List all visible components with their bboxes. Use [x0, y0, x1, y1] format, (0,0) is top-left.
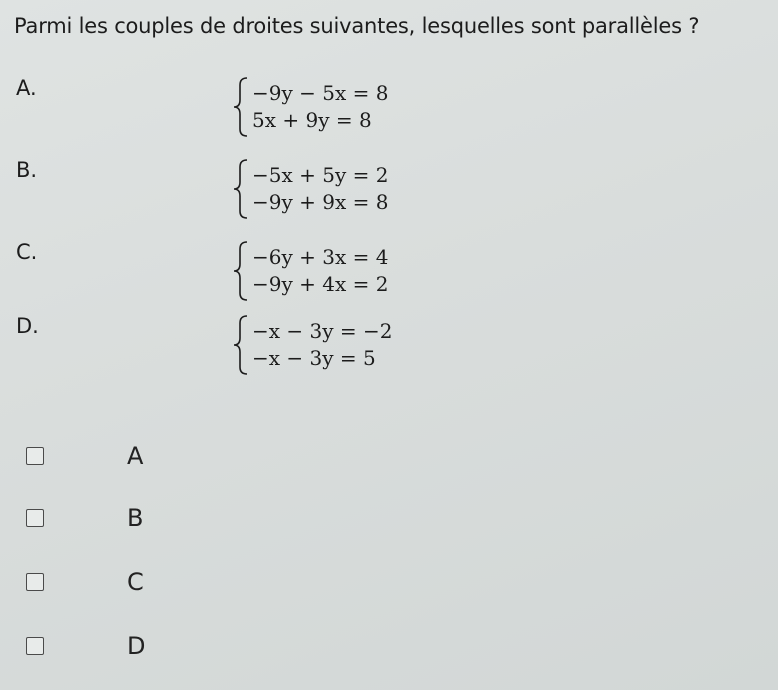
equation-a-1: −9y − 5x = 8: [252, 81, 389, 105]
checkbox-d[interactable]: [26, 637, 44, 655]
equation-b-1: −5x + 5y = 2: [252, 163, 389, 187]
checkbox-b[interactable]: [26, 509, 44, 527]
option-letter-d: D.: [16, 314, 39, 338]
equation-system-a: [232, 76, 472, 138]
brace-icon: [232, 240, 250, 302]
brace-icon: [232, 158, 250, 220]
equation-d-1: −x − 3y = −2: [252, 319, 393, 343]
option-letter-a: A.: [16, 76, 37, 100]
choice-d[interactable]: [26, 632, 266, 662]
equation-system-c: [232, 240, 472, 302]
checkbox-c[interactable]: [26, 573, 44, 591]
equation-system-b: [232, 158, 472, 220]
equation-d-2: −x − 3y = 5: [252, 346, 376, 370]
checkbox-a[interactable]: [26, 447, 44, 465]
option-letter-b: B.: [16, 158, 38, 182]
equation-a-2: 5x + 9y = 8: [252, 108, 372, 132]
equation-system-d: [232, 314, 472, 376]
option-letter-c: C.: [16, 240, 38, 264]
choice-label-a: A: [127, 442, 144, 470]
choice-label-d: D: [127, 632, 146, 660]
choice-a[interactable]: [26, 442, 266, 472]
equation-b-2: −9y + 9x = 8: [252, 190, 389, 214]
brace-icon: [232, 314, 250, 376]
choice-label-b: B: [127, 504, 144, 532]
choice-b[interactable]: [26, 504, 266, 534]
choice-label-c: C: [127, 568, 144, 596]
question-text: Parmi les couples de droites suivantes, lesquelles sont parallèles ?: [14, 14, 700, 38]
brace-icon: [232, 76, 250, 138]
choice-c[interactable]: [26, 568, 266, 598]
equation-c-1: −6y + 3x = 4: [252, 245, 389, 269]
equation-c-2: −9y + 4x = 2: [252, 272, 389, 296]
